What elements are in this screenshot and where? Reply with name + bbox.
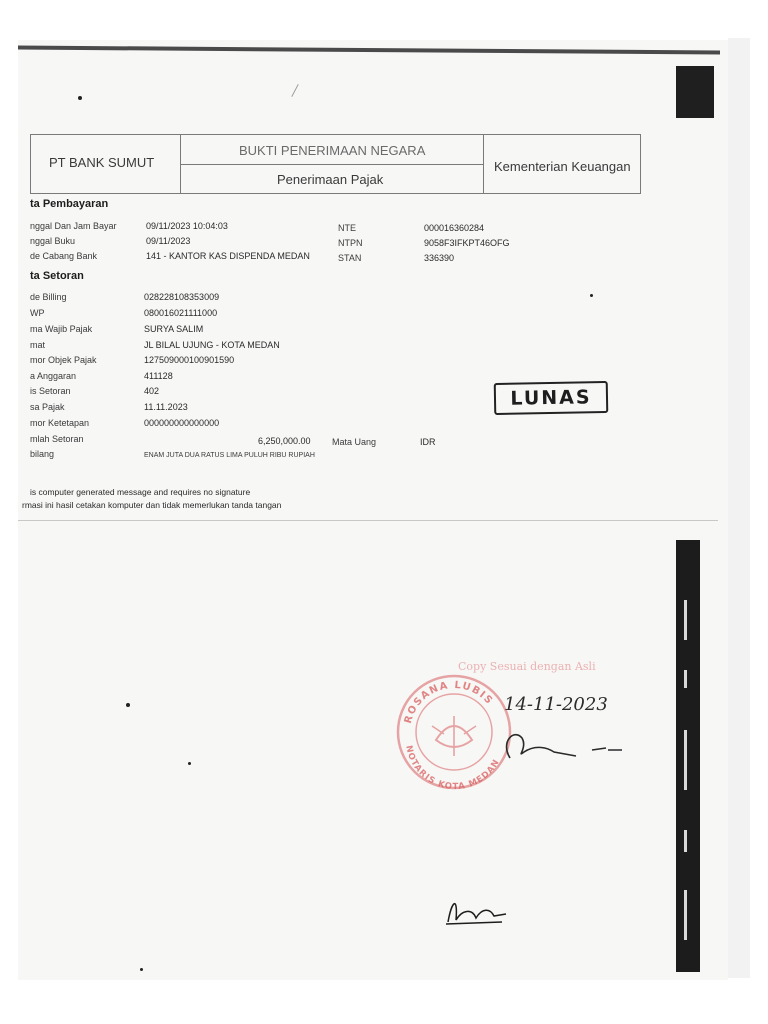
label-npwp: WP xyxy=(30,308,45,318)
handwritten-date: 14-11-2023 xyxy=(504,694,608,715)
header-ministry-box xyxy=(482,134,641,194)
seal-text-bottom: NOTARIS KOTA MEDAN xyxy=(403,744,503,793)
bank-name: PT BANK SUMUT xyxy=(49,155,155,170)
copy-certification-text: Copy Sesuai dengan Asli xyxy=(458,660,596,673)
label-taxpayer-name: ma Wajib Pajak xyxy=(30,324,93,334)
scan-fold-line xyxy=(18,520,718,521)
section-title-deposit: ta Setoran xyxy=(30,270,84,282)
label-tax-object-number: mor Objek Pajak xyxy=(30,355,97,365)
value-address: JL BILAL UJUNG - KOTA MEDAN xyxy=(144,340,280,350)
label-amount-in-words: bilang xyxy=(30,449,55,459)
speck xyxy=(590,294,593,297)
value-book-date: 09/11/2023 xyxy=(146,236,191,246)
speck xyxy=(188,762,191,765)
value-billing-code: 028228108353009 xyxy=(144,292,220,302)
value-payment-datetime: 09/11/2023 10:04:03 xyxy=(146,221,228,231)
speck xyxy=(126,703,130,707)
label-deposit-type: is Setoran xyxy=(30,386,71,396)
label-payment-datetime: nggal Dan Jam Bayar xyxy=(30,221,117,231)
signature-notary xyxy=(496,722,626,772)
value-tax-object-number: 127509000100901590 xyxy=(144,355,235,365)
value-budget-account: 411128 xyxy=(144,371,173,381)
speck xyxy=(78,96,82,100)
value-currency: IDR xyxy=(420,437,436,447)
value-deposit-amount: 6,250,000.00 xyxy=(258,436,311,446)
signature-initials xyxy=(442,892,512,932)
strip-mark xyxy=(684,730,687,790)
label-tax-period: sa Pajak xyxy=(30,402,65,412)
value-npwp: 080016021111000 xyxy=(144,308,218,318)
section-title-payment: ta Pembayaran xyxy=(30,198,109,210)
ministry-name: Kementerian Keuangan xyxy=(494,159,631,174)
value-amount-in-words: ENAM JUTA DUA RATUS LIMA PULUH RIBU RUPIAH xyxy=(144,452,315,459)
lunas-stamp: LUNAS xyxy=(494,381,609,415)
label-currency: Mata Uang xyxy=(332,437,377,447)
footer-note-english: is computer generated message and requires no signature xyxy=(30,487,251,497)
label-ntpn: NTPN xyxy=(338,238,363,248)
label-book-date: nggal Buku xyxy=(30,236,76,246)
strip-mark xyxy=(684,670,687,688)
label-branch-code: de Cabang Bank xyxy=(30,251,98,261)
label-billing-code: de Billing xyxy=(30,292,67,302)
value-deposit-type: 402 xyxy=(144,386,160,396)
label-assessment-number: mor Ketetapan xyxy=(30,418,90,428)
value-branch-code: 141 - KANTOR KAS DISPENDA MEDAN xyxy=(146,251,310,261)
footer-note-indonesian: rmasi ini hasil cetakan komputer dan tidak memerlukan tanda tangan xyxy=(22,500,282,510)
label-budget-account: a Anggaran xyxy=(30,371,77,381)
scan-artifact-corner xyxy=(676,66,714,118)
value-assessment-number: 000000000000000 xyxy=(144,418,220,428)
header-bank-box xyxy=(30,134,181,194)
seal-text-top: ROSANA LUBIS xyxy=(402,679,496,725)
value-tax-period: 11.11.2023 xyxy=(144,402,188,412)
value-taxpayer-name: SURYA SALIM xyxy=(144,324,204,334)
divider xyxy=(181,164,483,165)
scan-artifact-strip xyxy=(676,540,700,972)
label-deposit-amount: mlah Setoran xyxy=(30,434,84,444)
value-ntpn: 9058F3IFKPT46OFG xyxy=(424,238,510,248)
value-nte: 000016360284 xyxy=(424,223,485,233)
header-title-box xyxy=(180,134,484,194)
label-stan: STAN xyxy=(338,253,362,263)
label-address: mat xyxy=(30,340,46,350)
document-title: BUKTI PENERIMAAN NEGARA xyxy=(239,143,426,158)
strip-mark xyxy=(684,830,687,852)
page-edge xyxy=(728,38,750,978)
document-subtitle: Penerimaan Pajak xyxy=(277,172,384,187)
strip-mark xyxy=(684,890,687,940)
strip-mark xyxy=(684,600,687,640)
label-nte: NTE xyxy=(338,223,356,233)
speck xyxy=(140,968,143,971)
value-stan: 336390 xyxy=(424,253,455,263)
